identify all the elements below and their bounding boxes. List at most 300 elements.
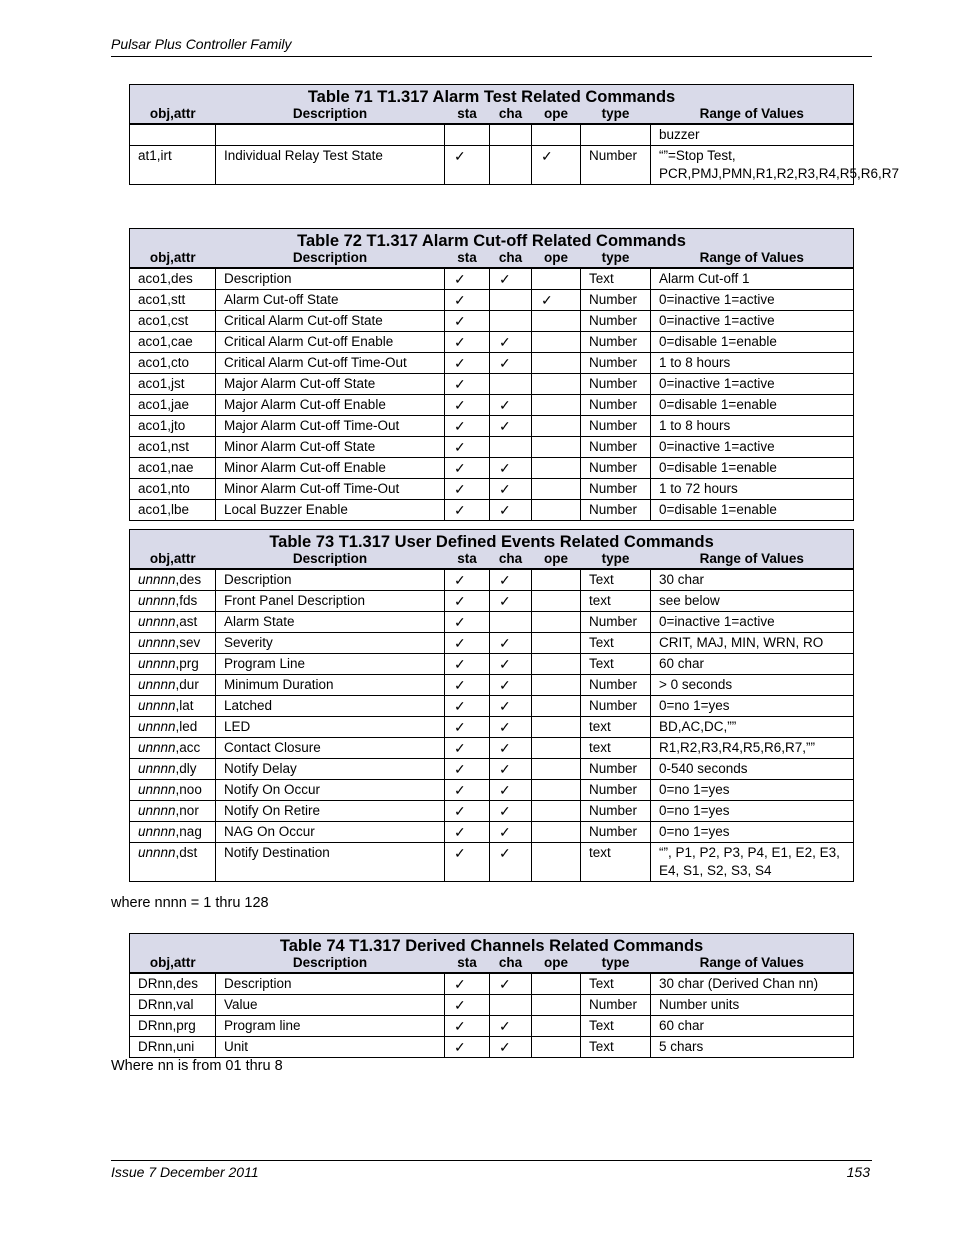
cell-cha: ✓: [490, 500, 532, 521]
cell-cha: [490, 374, 532, 395]
cell-description: Unit: [216, 1037, 445, 1058]
cell-type: [581, 124, 651, 146]
cell-sta: ✓: [445, 332, 490, 353]
cell-description: Minimum Duration: [216, 675, 445, 696]
table-caption-row: [130, 530, 854, 552]
table-row: [130, 311, 854, 332]
table-header-row: [130, 106, 854, 124]
cell-type: Text: [581, 569, 651, 591]
table-caption-row: [130, 934, 854, 956]
table-caption-row: [130, 85, 854, 107]
table-row: [130, 591, 854, 612]
cell-obj-attr: aco1,stt: [130, 290, 216, 311]
cell-range-of-values: 60 char: [651, 1016, 854, 1037]
attribute-suffix: ,dst: [175, 845, 198, 860]
cell-description: Alarm Cut-off State: [216, 290, 445, 311]
cell-obj-attr: [130, 759, 216, 780]
variable-prefix: unnnn: [138, 593, 176, 608]
cell-cha: ✓: [490, 395, 532, 416]
cell-sta: ✓: [445, 654, 490, 675]
cell-description: Notify On Retire: [216, 801, 445, 822]
cell-ope: [532, 696, 581, 717]
attribute-suffix: ,noo: [175, 782, 202, 797]
cell-cha: ✓: [490, 738, 532, 759]
variable-prefix: unnnn: [138, 803, 176, 818]
table-73-note: where nnnn = 1 thru 128: [111, 895, 269, 911]
cell-description: Program line: [216, 1016, 445, 1037]
cell-obj-attr: aco1,nto: [130, 479, 216, 500]
column-header-sta: sta: [445, 551, 490, 569]
column-header-range-of-values: Range of Values: [651, 551, 854, 569]
variable-prefix: unnnn: [138, 740, 176, 755]
column-header-ope: ope: [532, 250, 581, 268]
table-74: [129, 933, 854, 1058]
cell-ope: [532, 395, 581, 416]
cell-range-of-values: 0=disable 1=enable: [651, 458, 854, 479]
cell-range-of-values: 0=no 1=yes: [651, 696, 854, 717]
column-header-cha: cha: [490, 250, 532, 268]
table-row: [130, 500, 854, 521]
cell-ope: [532, 759, 581, 780]
cell-description: Notify Delay: [216, 759, 445, 780]
cell-sta: ✓: [445, 290, 490, 311]
column-header-description: Description: [216, 250, 445, 268]
attribute-suffix: ,prg: [175, 656, 199, 671]
cell-type: Number: [581, 146, 651, 185]
attribute-suffix: ,nag: [175, 824, 202, 839]
cell-description: Minor Alarm Cut-off Time-Out: [216, 479, 445, 500]
cell-cha: ✓: [490, 353, 532, 374]
table-row: [130, 675, 854, 696]
cell-ope: [532, 822, 581, 843]
cell-cha: [490, 612, 532, 633]
variable-prefix: unnnn: [138, 761, 176, 776]
cell-type: Number: [581, 353, 651, 374]
cell-type: Number: [581, 675, 651, 696]
cell-type: Number: [581, 395, 651, 416]
cell-obj-attr: aco1,cst: [130, 311, 216, 332]
cell-type: Text: [581, 973, 651, 995]
column-header-sta: sta: [445, 106, 490, 124]
cell-description: Critical Alarm Cut-off Enable: [216, 332, 445, 353]
cell-type: text: [581, 717, 651, 738]
cell-ope: [532, 973, 581, 995]
cell-ope: [532, 1037, 581, 1058]
cell-obj-attr: [130, 696, 216, 717]
cell-obj-attr: [130, 822, 216, 843]
variable-prefix: unnnn: [138, 635, 176, 650]
cell-obj-attr: aco1,jto: [130, 416, 216, 437]
cell-cha: [490, 437, 532, 458]
cell-obj-attr: [130, 717, 216, 738]
cell-ope: [532, 717, 581, 738]
column-header-range-of-values: Range of Values: [651, 106, 854, 124]
cell-ope: [532, 332, 581, 353]
cell-sta: ✓: [445, 696, 490, 717]
cell-range-of-values: > 0 seconds: [651, 675, 854, 696]
cell-cha: ✓: [490, 654, 532, 675]
table-row: [130, 268, 854, 290]
cell-sta: [445, 124, 490, 146]
cell-sta: ✓: [445, 458, 490, 479]
cell-ope: [532, 738, 581, 759]
cell-sta: ✓: [445, 416, 490, 437]
table-row: [130, 717, 854, 738]
cell-obj-attr: [130, 612, 216, 633]
cell-ope: [532, 843, 581, 882]
cell-sta: ✓: [445, 591, 490, 612]
column-header-cha: cha: [490, 106, 532, 124]
cell-sta: ✓: [445, 268, 490, 290]
cell-description: Description: [216, 973, 445, 995]
table-caption: Table 72 T1.317 Alarm Cut-off Related Commands: [130, 229, 854, 251]
cell-obj-attr: DRnn,uni: [130, 1037, 216, 1058]
cell-obj-attr: at1,irt: [130, 146, 216, 185]
cell-range-of-values: 0=no 1=yes: [651, 822, 854, 843]
cell-range-of-values: Number units: [651, 995, 854, 1016]
cell-ope: ✓: [532, 290, 581, 311]
footer-issue: Issue 7 December 2011: [111, 1164, 259, 1180]
cell-type: Number: [581, 416, 651, 437]
attribute-suffix: ,acc: [175, 740, 201, 755]
cell-description: Individual Relay Test State: [216, 146, 445, 185]
variable-prefix: unnnn: [138, 824, 176, 839]
cell-type: Text: [581, 1037, 651, 1058]
cell-cha: ✓: [490, 759, 532, 780]
cell-obj-attr: aco1,jae: [130, 395, 216, 416]
table-caption: Table 73 T1.317 User Defined Events Related Commands: [130, 530, 854, 552]
cell-sta: ✓: [445, 801, 490, 822]
cell-sta: ✓: [445, 843, 490, 882]
cell-type: Number: [581, 437, 651, 458]
cell-range-of-values: 30 char (Derived Chan nn): [651, 973, 854, 995]
cell-range-of-values: BD,AC,DC,””: [651, 717, 854, 738]
cell-sta: ✓: [445, 1016, 490, 1037]
cell-ope: [532, 458, 581, 479]
cell-range-of-values: R1,R2,R3,R4,R5,R6,R7,””: [651, 738, 854, 759]
cell-obj-attr: [130, 801, 216, 822]
cell-obj-attr: [130, 124, 216, 146]
cell-description: Latched: [216, 696, 445, 717]
cell-description: Major Alarm Cut-off State: [216, 374, 445, 395]
cell-type: Number: [581, 311, 651, 332]
cell-cha: ✓: [490, 591, 532, 612]
footer-rule: [111, 1160, 872, 1161]
table-row: [130, 353, 854, 374]
cell-description: Program Line: [216, 654, 445, 675]
cell-obj-attr: [130, 633, 216, 654]
column-header-type: type: [581, 250, 651, 268]
cell-cha: [490, 290, 532, 311]
cell-ope: [532, 437, 581, 458]
cell-range-of-values: 30 char: [651, 569, 854, 591]
cell-obj-attr: aco1,nst: [130, 437, 216, 458]
table-caption: Table 71 T1.317 Alarm Test Related Commands: [130, 85, 854, 107]
attribute-suffix: ,led: [175, 719, 198, 734]
page-number: 153: [846, 1164, 870, 1180]
cell-type: Number: [581, 759, 651, 780]
table-74-note: Where nn is from 01 thru 8: [111, 1058, 283, 1074]
cell-cha: ✓: [490, 843, 532, 882]
cell-cha: ✓: [490, 780, 532, 801]
table-row: [130, 738, 854, 759]
column-header-description: Description: [216, 106, 445, 124]
table-row: [130, 458, 854, 479]
cell-type: Number: [581, 332, 651, 353]
attribute-suffix: ,sev: [175, 635, 201, 650]
cell-obj-attr: [130, 569, 216, 591]
cell-description: Alarm State: [216, 612, 445, 633]
cell-type: Text: [581, 633, 651, 654]
cell-cha: ✓: [490, 1037, 532, 1058]
cell-description: Minor Alarm Cut-off State: [216, 437, 445, 458]
cell-ope: [532, 569, 581, 591]
cell-type: Number: [581, 458, 651, 479]
cell-range-of-values: 0=no 1=yes: [651, 780, 854, 801]
cell-description: Notify Destination: [216, 843, 445, 882]
cell-cha: ✓: [490, 458, 532, 479]
cell-cha: ✓: [490, 973, 532, 995]
cell-ope: ✓: [532, 146, 581, 185]
variable-prefix: unnnn: [138, 656, 176, 671]
cell-sta: ✓: [445, 973, 490, 995]
table-row: [130, 822, 854, 843]
cell-range-of-values: 1 to 72 hours: [651, 479, 854, 500]
cell-description: Major Alarm Cut-off Time-Out: [216, 416, 445, 437]
column-header-type: type: [581, 106, 651, 124]
table-row: [130, 1016, 854, 1037]
table-row: [130, 801, 854, 822]
cell-cha: [490, 995, 532, 1016]
cell-range-of-values: “”, P1, P2, P3, P4, E1, E2, E3, E4, S1, S2, S3, S4: [651, 843, 854, 882]
cell-range-of-values: 0=inactive 1=active: [651, 612, 854, 633]
cell-description: Severity: [216, 633, 445, 654]
cell-obj-attr: aco1,cto: [130, 353, 216, 374]
cell-obj-attr: aco1,jst: [130, 374, 216, 395]
cell-description: Description: [216, 268, 445, 290]
cell-type: Number: [581, 995, 651, 1016]
cell-obj-attr: DRnn,val: [130, 995, 216, 1016]
table-row: [130, 437, 854, 458]
column-header-description: Description: [216, 955, 445, 973]
cell-sta: ✓: [445, 780, 490, 801]
header-rule: [111, 56, 872, 57]
cell-ope: [532, 675, 581, 696]
attribute-suffix: ,ast: [175, 614, 198, 629]
cell-description: LED: [216, 717, 445, 738]
cell-obj-attr: [130, 780, 216, 801]
cell-cha: [490, 124, 532, 146]
table-73: [129, 529, 854, 882]
cell-obj-attr: aco1,nae: [130, 458, 216, 479]
variable-prefix: unnnn: [138, 614, 176, 629]
cell-obj-attr: DRnn,prg: [130, 1016, 216, 1037]
cell-obj-attr: [130, 654, 216, 675]
table-row: [130, 374, 854, 395]
table-header-row: [130, 250, 854, 268]
cell-sta: ✓: [445, 675, 490, 696]
table-row: [130, 843, 854, 882]
cell-cha: ✓: [490, 268, 532, 290]
cell-ope: [532, 416, 581, 437]
table-row: [130, 124, 854, 146]
column-header-type: type: [581, 551, 651, 569]
cell-description: NAG On Occur: [216, 822, 445, 843]
cell-obj-attr: DRnn,des: [130, 973, 216, 995]
cell-cha: [490, 311, 532, 332]
cell-ope: [532, 654, 581, 675]
cell-ope: [532, 633, 581, 654]
cell-type: text: [581, 591, 651, 612]
cell-range-of-values: 0=disable 1=enable: [651, 500, 854, 521]
cell-sta: ✓: [445, 479, 490, 500]
column-header-obj-attr: obj,attr: [130, 250, 216, 268]
cell-type: text: [581, 738, 651, 759]
table-row: [130, 612, 854, 633]
cell-cha: ✓: [490, 569, 532, 591]
cell-ope: [532, 612, 581, 633]
cell-sta: ✓: [445, 374, 490, 395]
cell-cha: ✓: [490, 822, 532, 843]
cell-sta: ✓: [445, 1037, 490, 1058]
cell-type: Number: [581, 479, 651, 500]
cell-range-of-values: Alarm Cut-off 1: [651, 268, 854, 290]
table-row: [130, 995, 854, 1016]
cell-ope: [532, 500, 581, 521]
column-header-type: type: [581, 955, 651, 973]
cell-cha: ✓: [490, 1016, 532, 1037]
cell-ope: [532, 311, 581, 332]
attribute-suffix: ,nor: [175, 803, 199, 818]
cell-range-of-values: 60 char: [651, 654, 854, 675]
variable-prefix: unnnn: [138, 677, 176, 692]
cell-range-of-values: 0-540 seconds: [651, 759, 854, 780]
cell-sta: ✓: [445, 738, 490, 759]
cell-cha: ✓: [490, 801, 532, 822]
cell-cha: ✓: [490, 675, 532, 696]
cell-ope: [532, 124, 581, 146]
cell-description: Critical Alarm Cut-off State: [216, 311, 445, 332]
cell-description: Critical Alarm Cut-off Time-Out: [216, 353, 445, 374]
cell-cha: [490, 146, 532, 185]
cell-type: Number: [581, 500, 651, 521]
cell-sta: ✓: [445, 437, 490, 458]
cell-sta: ✓: [445, 759, 490, 780]
column-header-ope: ope: [532, 551, 581, 569]
table-caption: Table 74 T1.317 Derived Channels Related Commands: [130, 934, 854, 956]
cell-range-of-values: 0=inactive 1=active: [651, 311, 854, 332]
table-row: [130, 416, 854, 437]
table-row: [130, 569, 854, 591]
cell-obj-attr: aco1,des: [130, 268, 216, 290]
cell-description: Value: [216, 995, 445, 1016]
cell-cha: ✓: [490, 717, 532, 738]
table-row: [130, 146, 854, 185]
cell-range-of-values: buzzer: [651, 124, 854, 146]
cell-description: Front Panel Description: [216, 591, 445, 612]
table-row: [130, 290, 854, 311]
cell-ope: [532, 801, 581, 822]
column-header-sta: sta: [445, 250, 490, 268]
column-header-ope: ope: [532, 955, 581, 973]
table-header-row: [130, 955, 854, 973]
column-header-sta: sta: [445, 955, 490, 973]
cell-sta: ✓: [445, 146, 490, 185]
cell-type: Number: [581, 780, 651, 801]
variable-prefix: unnnn: [138, 845, 176, 860]
variable-prefix: unnnn: [138, 719, 176, 734]
attribute-suffix: ,des: [175, 572, 202, 587]
cell-type: Number: [581, 801, 651, 822]
cell-obj-attr: [130, 843, 216, 882]
cell-cha: ✓: [490, 479, 532, 500]
cell-sta: ✓: [445, 633, 490, 654]
cell-sta: ✓: [445, 311, 490, 332]
cell-obj-attr: [130, 738, 216, 759]
cell-sta: ✓: [445, 500, 490, 521]
cell-obj-attr: aco1,lbe: [130, 500, 216, 521]
cell-description: Description: [216, 569, 445, 591]
cell-obj-attr: [130, 675, 216, 696]
cell-type: Number: [581, 612, 651, 633]
cell-ope: [532, 995, 581, 1016]
cell-range-of-values: 0=inactive 1=active: [651, 290, 854, 311]
cell-ope: [532, 1016, 581, 1037]
cell-sta: ✓: [445, 612, 490, 633]
cell-type: Text: [581, 268, 651, 290]
cell-cha: ✓: [490, 416, 532, 437]
cell-range-of-values: 0=no 1=yes: [651, 801, 854, 822]
cell-type: text: [581, 843, 651, 882]
cell-description: Notify On Occur: [216, 780, 445, 801]
cell-type: Number: [581, 290, 651, 311]
column-header-obj-attr: obj,attr: [130, 106, 216, 124]
cell-range-of-values: 1 to 8 hours: [651, 353, 854, 374]
table-row: [130, 973, 854, 995]
table-caption-row: [130, 229, 854, 251]
cell-ope: [532, 591, 581, 612]
table-71: [129, 84, 900, 185]
cell-cha: ✓: [490, 633, 532, 654]
variable-prefix: unnnn: [138, 698, 176, 713]
cell-range-of-values: “”=Stop Test, PCR,PMJ,PMN,R1,R2,R3,R4,R5,R6,R7: [651, 146, 854, 185]
table-row: [130, 633, 854, 654]
cell-ope: [532, 374, 581, 395]
cell-sta: ✓: [445, 569, 490, 591]
variable-prefix: unnnn: [138, 572, 176, 587]
column-header-range-of-values: Range of Values: [651, 250, 854, 268]
cell-ope: [532, 353, 581, 374]
cell-range-of-values: 0=disable 1=enable: [651, 332, 854, 353]
cell-type: Text: [581, 1016, 651, 1037]
cell-description: Minor Alarm Cut-off Enable: [216, 458, 445, 479]
cell-range-of-values: 5 chars: [651, 1037, 854, 1058]
cell-description: [216, 124, 445, 146]
table-header-row: [130, 551, 854, 569]
table-row: [130, 395, 854, 416]
cell-description: Major Alarm Cut-off Enable: [216, 395, 445, 416]
attribute-suffix: ,fds: [175, 593, 198, 608]
table-row: [130, 479, 854, 500]
cell-type: Number: [581, 696, 651, 717]
running-header: Pulsar Plus Controller Family: [111, 36, 292, 52]
column-header-obj-attr: obj,attr: [130, 551, 216, 569]
cell-cha: ✓: [490, 332, 532, 353]
cell-range-of-values: 0=inactive 1=active: [651, 374, 854, 395]
table-row: [130, 780, 854, 801]
column-header-obj-attr: obj,attr: [130, 955, 216, 973]
cell-sta: ✓: [445, 395, 490, 416]
